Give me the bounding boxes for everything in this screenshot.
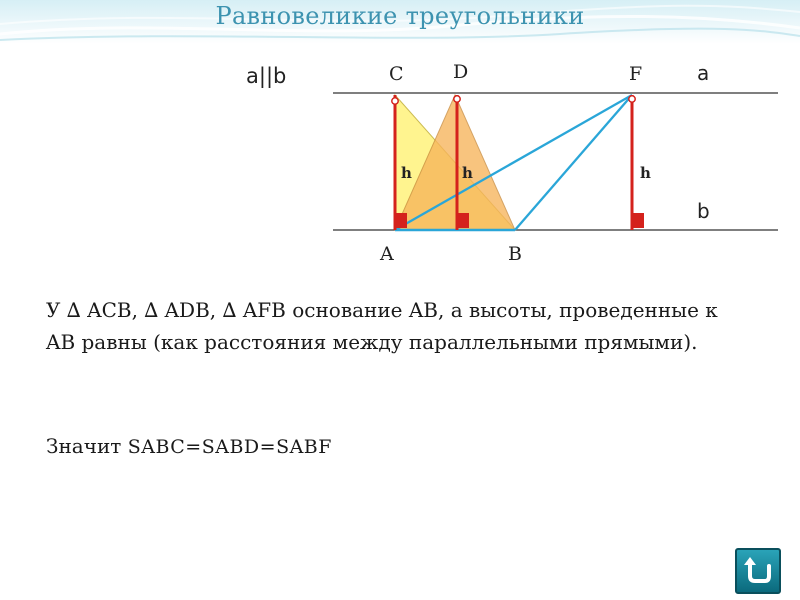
slide-title: Равновеликие треугольники: [215, 2, 585, 30]
point-label-b: B: [508, 243, 522, 265]
point-c-marker: [392, 98, 398, 104]
segment-bf: [515, 95, 632, 230]
point-label-d: D: [453, 61, 469, 83]
line-label-a: a: [697, 61, 710, 85]
conclusion-prefix: Значит: [46, 434, 128, 458]
explanation-text: У ∆ ACB, ∆ ADB, ∆ AFB основание AB, а высоты, проведенные к AB равны (как расстояния между параллельными прямыми).: [46, 298, 718, 354]
height-label-d: h: [462, 164, 473, 182]
point-d-marker: [454, 96, 460, 102]
point-label-a: A: [380, 243, 394, 265]
right-angle-marker-f: [633, 213, 644, 228]
height-label-f: h: [640, 164, 651, 182]
height-label-c: h: [401, 164, 412, 182]
point-label-f: F: [629, 63, 643, 85]
right-angle-marker-a: [396, 213, 407, 228]
return-arrow-icon: [741, 554, 775, 588]
conclusion: [46, 434, 332, 458]
parallel-lines-label: a||b: [246, 64, 287, 88]
return-button[interactable]: [735, 548, 781, 594]
line-label-b: b: [697, 199, 710, 223]
point-label-c: C: [389, 63, 404, 85]
point-f-marker: [629, 96, 635, 102]
right-angle-marker-d: [458, 213, 469, 228]
area-equality-formula: SABC=SABD=SABF: [127, 436, 332, 458]
